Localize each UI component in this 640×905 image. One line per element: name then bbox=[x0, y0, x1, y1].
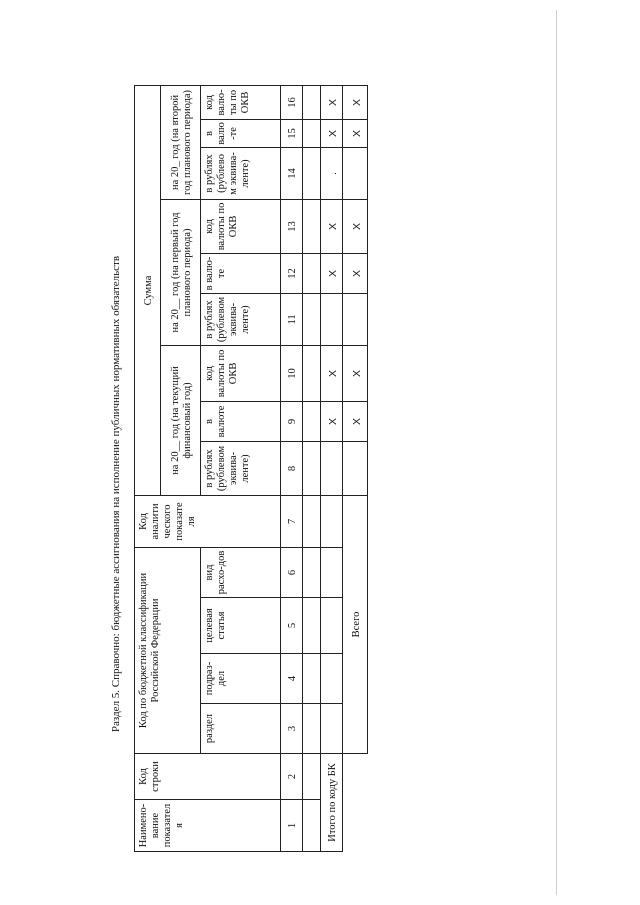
table-cell bbox=[303, 85, 321, 119]
table-cell bbox=[303, 199, 321, 253]
currency-second-header: в валю-те bbox=[201, 119, 281, 147]
x-mark: X bbox=[343, 345, 368, 401]
table-cell bbox=[303, 293, 321, 345]
column-number: 13 bbox=[281, 199, 303, 253]
table-cell bbox=[321, 495, 343, 547]
table-cell bbox=[303, 345, 321, 401]
okv-second-header: код валю-ты по ОКВ bbox=[201, 85, 281, 119]
x-mark: X bbox=[343, 85, 368, 119]
period-current-header: на 20__ год (на текущий финансовый год) bbox=[161, 345, 201, 495]
column-number: 12 bbox=[281, 253, 303, 293]
column-number: 16 bbox=[281, 85, 303, 119]
table-cell bbox=[303, 654, 321, 704]
column-number: 15 bbox=[281, 119, 303, 147]
column-number: 8 bbox=[281, 441, 303, 495]
table-cell bbox=[303, 598, 321, 654]
x-mark: X bbox=[321, 199, 343, 253]
budget-class-header: Код по бюджетной классификации Российской Федерации bbox=[135, 547, 201, 753]
column-number: 6 bbox=[281, 547, 303, 597]
x-mark: X bbox=[321, 119, 343, 147]
column-number: 3 bbox=[281, 704, 303, 754]
table-cell bbox=[321, 293, 343, 345]
x-mark: X bbox=[343, 119, 368, 147]
section-header: раздел bbox=[201, 704, 281, 754]
table-cell bbox=[321, 441, 343, 495]
table-row bbox=[303, 85, 321, 851]
table-cell bbox=[321, 547, 343, 597]
analytic-code-header: Код аналити ческого показате ля bbox=[135, 495, 281, 547]
column-number: 14 bbox=[281, 147, 303, 199]
column-number: 1 bbox=[281, 800, 303, 852]
table-cell bbox=[343, 441, 368, 495]
grand-total-row bbox=[343, 85, 368, 851]
okv-first-header: код валюты по ОКВ bbox=[201, 199, 281, 253]
column-number: 9 bbox=[281, 401, 303, 441]
x-mark: X bbox=[343, 199, 368, 253]
x-mark: X bbox=[321, 345, 343, 401]
sum-header: Сумма bbox=[135, 85, 161, 495]
currency-first-header: в валю-те bbox=[201, 253, 281, 293]
section-caption: Раздел 5. Справочно: бюджетные ассигнования на исполнение публичных нормативных обязательств bbox=[110, 255, 122, 733]
period-second-header: на 20_ год (на второй год планового периода) bbox=[161, 85, 201, 199]
currency-current-header: в валюте bbox=[201, 401, 281, 441]
x-mark: X bbox=[321, 401, 343, 441]
table-cell bbox=[303, 441, 321, 495]
table-cell bbox=[303, 704, 321, 754]
column-number: 5 bbox=[281, 598, 303, 654]
total-bk-row bbox=[321, 85, 343, 851]
dot-mark: . bbox=[321, 147, 343, 199]
rotated-content bbox=[102, 89, 382, 852]
expense-type-header: вид расхо-дов bbox=[201, 547, 281, 597]
rub-current-header: в рублях (рублевом эквива-ленте) bbox=[201, 441, 281, 495]
table-cell bbox=[303, 119, 321, 147]
table-cell bbox=[303, 754, 321, 800]
x-mark: X bbox=[321, 253, 343, 293]
grand-total-label: Всего bbox=[343, 495, 368, 753]
x-mark: X bbox=[343, 401, 368, 441]
column-number: 4 bbox=[281, 654, 303, 704]
table-cell bbox=[321, 598, 343, 654]
total-bk-label: Итого по коду БК bbox=[321, 754, 343, 852]
column-number: 2 bbox=[281, 754, 303, 800]
obligations-table bbox=[134, 85, 368, 852]
table-cell bbox=[321, 704, 343, 754]
okv-current-header: код валюты по ОКВ bbox=[201, 345, 281, 401]
table-cell bbox=[303, 253, 321, 293]
indicator-header: Наимено-вание показателя bbox=[135, 800, 281, 852]
column-number: 7 bbox=[281, 495, 303, 547]
page-edge-line bbox=[556, 10, 557, 895]
table-cell bbox=[303, 401, 321, 441]
x-mark: X bbox=[343, 253, 368, 293]
column-number: 10 bbox=[281, 345, 303, 401]
x-mark: X bbox=[321, 85, 343, 119]
column-number: 11 bbox=[281, 293, 303, 345]
blank-cell bbox=[343, 754, 368, 852]
period-first-header: на 20__ год (на первый год планового периода) bbox=[161, 199, 201, 345]
table-cell bbox=[303, 547, 321, 597]
table-cell bbox=[343, 147, 368, 199]
target-item-header: целевая статья bbox=[201, 598, 281, 654]
rub-second-header: в рублях (рублево м эквива-ленте) bbox=[201, 147, 281, 199]
row-code-header: Код строки bbox=[135, 754, 281, 800]
table-cell bbox=[321, 654, 343, 704]
table-cell bbox=[303, 147, 321, 199]
subsection-header: подраз-дел bbox=[201, 654, 281, 704]
table-cell bbox=[303, 800, 321, 852]
table-cell bbox=[343, 293, 368, 345]
rub-first-header: в рублях (рублевом эквива-ленте) bbox=[201, 293, 281, 345]
table-cell bbox=[303, 495, 321, 547]
